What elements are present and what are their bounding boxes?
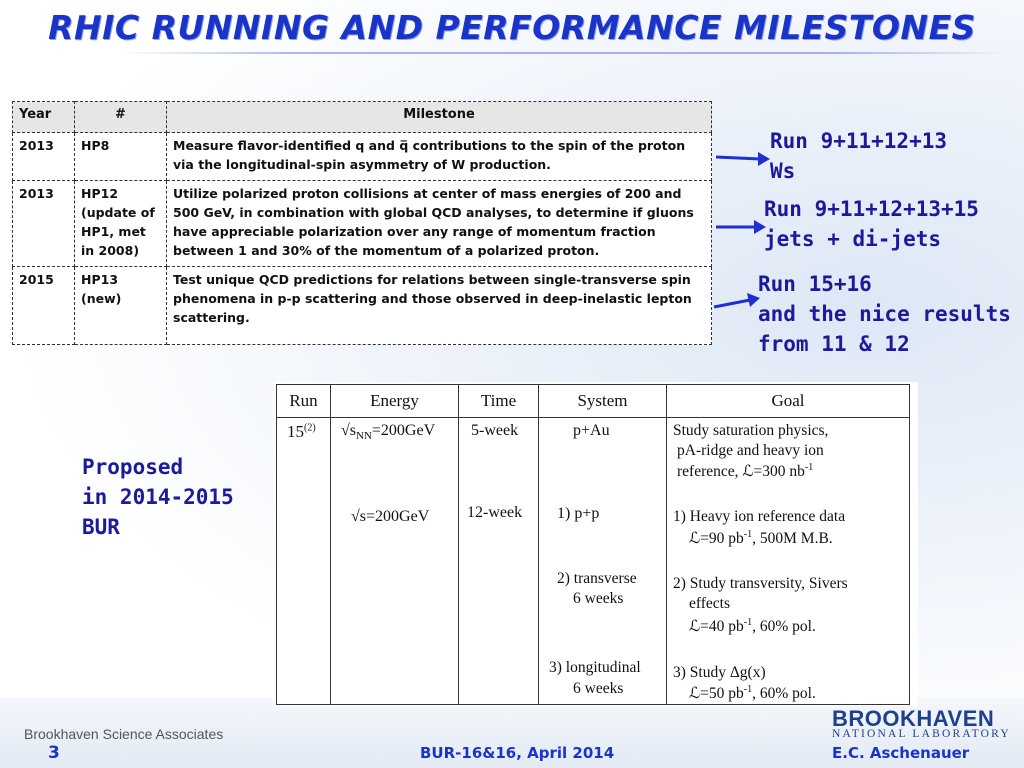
goal-line xyxy=(689,529,833,548)
goal-text: , 60% pol. xyxy=(752,685,816,703)
milestone-number-line: HP8 xyxy=(81,138,110,154)
goal-line: 2) Study transversity, Sivers xyxy=(673,575,848,592)
milestone-text xyxy=(167,133,712,181)
run-note xyxy=(764,194,979,254)
goal-text: ℒ=40 pb xyxy=(689,618,744,636)
goal-superscript: -1 xyxy=(804,462,814,473)
milestone-text-line: phenomena in p-p scattering and those observed in deep-inelastic lepton xyxy=(173,291,692,307)
proposed-note xyxy=(82,452,234,542)
arrow-right-icon xyxy=(712,290,762,314)
energy-cell xyxy=(331,418,459,705)
arrow-right-icon xyxy=(714,216,768,238)
run-plan-image xyxy=(274,382,918,706)
milestone-number-line: HP12 xyxy=(81,186,119,202)
run-cell xyxy=(277,418,331,705)
run-number-value: 15 xyxy=(287,422,304,441)
run-note-line: Run 15+16 xyxy=(758,272,872,296)
run-note xyxy=(758,269,1011,359)
arrow-right-icon xyxy=(714,148,772,170)
time-cell xyxy=(459,418,539,705)
goal-cell xyxy=(667,418,910,705)
milestone-text xyxy=(167,267,712,345)
time-value: 5-week xyxy=(471,422,519,439)
energy-subscript: NN xyxy=(356,430,372,443)
goal-superscript: -1 xyxy=(743,684,753,695)
milestone-text-line: Test unique QCD predictions for relations between single-transverse spin xyxy=(173,272,691,288)
run-note xyxy=(770,126,947,186)
milestone-text-line: Utilize polarized proton collisions at center of mass energies of 200 and xyxy=(173,186,682,202)
run-note-line: Run 9+11+12+13+15 xyxy=(764,197,979,221)
run-note-line: Run 9+11+12+13 xyxy=(770,129,948,153)
goal-line: Study saturation physics, xyxy=(673,422,829,439)
milestones-table xyxy=(12,101,712,345)
time-value: 12-week xyxy=(467,504,523,521)
author-name: E.C. Aschenauer xyxy=(832,744,970,762)
energy-prefix: √s xyxy=(341,422,357,439)
milestone-text-line: scattering. xyxy=(173,310,250,326)
milestone-number-line: (new) xyxy=(81,291,122,307)
milestone-text-line: Measure flavor-identified q and q̅ contributions to the spin of the proton xyxy=(173,138,686,154)
goal-superscript: -1 xyxy=(743,617,753,628)
header-time: Time xyxy=(459,385,539,418)
header-goal: Goal xyxy=(667,385,910,418)
header-milestone: Milestone xyxy=(167,102,712,133)
header-run: Run xyxy=(277,385,331,418)
title-underline xyxy=(120,52,1010,54)
run-header-row xyxy=(277,385,910,418)
milestone-text-line: 500 GeV, in combination with global QCD analyses, to determine if gluons xyxy=(173,205,694,221)
run-note-line: and the nice results xyxy=(758,302,1011,326)
system-value: 2) transverse xyxy=(557,570,637,587)
energy-suffix: =200GeV xyxy=(371,422,436,439)
milestones-header-row xyxy=(13,102,712,133)
milestone-year: 2013 xyxy=(13,133,75,181)
header-number: # xyxy=(75,102,167,133)
milestone-text xyxy=(167,181,712,267)
run-number xyxy=(287,422,316,442)
run-plan-table xyxy=(276,384,910,705)
brookhaven-logo-subtitle: NATIONAL LABORATORY xyxy=(832,728,1011,740)
milestone-year: 2015 xyxy=(13,267,75,345)
header-energy: Energy xyxy=(331,385,459,418)
system-value: 6 weeks xyxy=(573,680,624,697)
goal-line: 3) Study Δg(x) xyxy=(673,664,766,681)
milestone-text-line: have appreciable polarization over any range of momentum fraction xyxy=(173,224,656,240)
milestone-number xyxy=(75,267,167,345)
proposed-line: Proposed xyxy=(82,455,184,479)
slide-title: RHIC RUNNING AND PERFORMANCE MILESTONES xyxy=(48,8,976,47)
page-number: 3 xyxy=(48,743,60,763)
milestone-number-line: in 2008) xyxy=(81,243,140,259)
footer-title: BUR-16&16, April 2014 xyxy=(420,744,615,762)
system-value: p+Au xyxy=(573,422,610,439)
run-row xyxy=(277,418,910,705)
run-note-line: jets + di-jets xyxy=(764,227,942,251)
brookhaven-logo: BROOKHAVEN xyxy=(832,706,995,731)
milestone-number-line: HP13 xyxy=(81,272,119,288)
milestone-number xyxy=(75,133,167,181)
goal-text: ℒ=50 pb xyxy=(689,685,744,703)
system-value: 3) longitudinal xyxy=(549,659,641,676)
run-footnote: (2) xyxy=(304,422,316,434)
goal-text: reference, ℒ=300 nb xyxy=(677,463,805,481)
energy-value xyxy=(341,422,435,442)
system-value: 6 weeks xyxy=(573,590,624,607)
proposed-line: in 2014-2015 xyxy=(82,485,234,509)
organization-name: Brookhaven Science Associates xyxy=(24,726,224,742)
milestone-year: 2013 xyxy=(13,181,75,267)
header-system: System xyxy=(539,385,667,418)
goal-line: 1) Heavy ion reference data xyxy=(673,508,846,525)
system-value: 1) p+p xyxy=(557,505,600,522)
run-note-line: Ws xyxy=(770,159,796,183)
run-note-line: from 11 & 12 xyxy=(758,332,910,356)
milestone-row xyxy=(13,267,712,345)
goal-superscript: -1 xyxy=(743,529,753,540)
energy-value: √s=200GeV xyxy=(351,508,430,525)
goal-line xyxy=(677,462,813,481)
milestone-text-line: via the longitudinal-spin asymmetry of W production. xyxy=(173,157,551,173)
goal-text: ℒ=90 pb xyxy=(689,530,744,548)
milestone-row xyxy=(13,133,712,181)
milestone-row xyxy=(13,181,712,267)
goal-line: pA-ridge and heavy ion xyxy=(677,442,824,459)
goal-text: , 500M M.B. xyxy=(752,530,833,548)
milestone-number-line: (update of xyxy=(81,205,155,221)
milestone-number-line: HP1, met xyxy=(81,224,146,240)
goal-line: effects xyxy=(689,595,731,612)
milestone-number xyxy=(75,181,167,267)
goal-line xyxy=(689,684,816,703)
proposed-line: BUR xyxy=(82,515,120,539)
system-cell xyxy=(539,418,667,705)
header-year: Year xyxy=(13,102,75,133)
milestone-text-line: between 1 and 30% of the momentum of a polarized proton. xyxy=(173,243,600,259)
goal-line xyxy=(689,617,816,636)
goal-text: , 60% pol. xyxy=(752,618,816,636)
